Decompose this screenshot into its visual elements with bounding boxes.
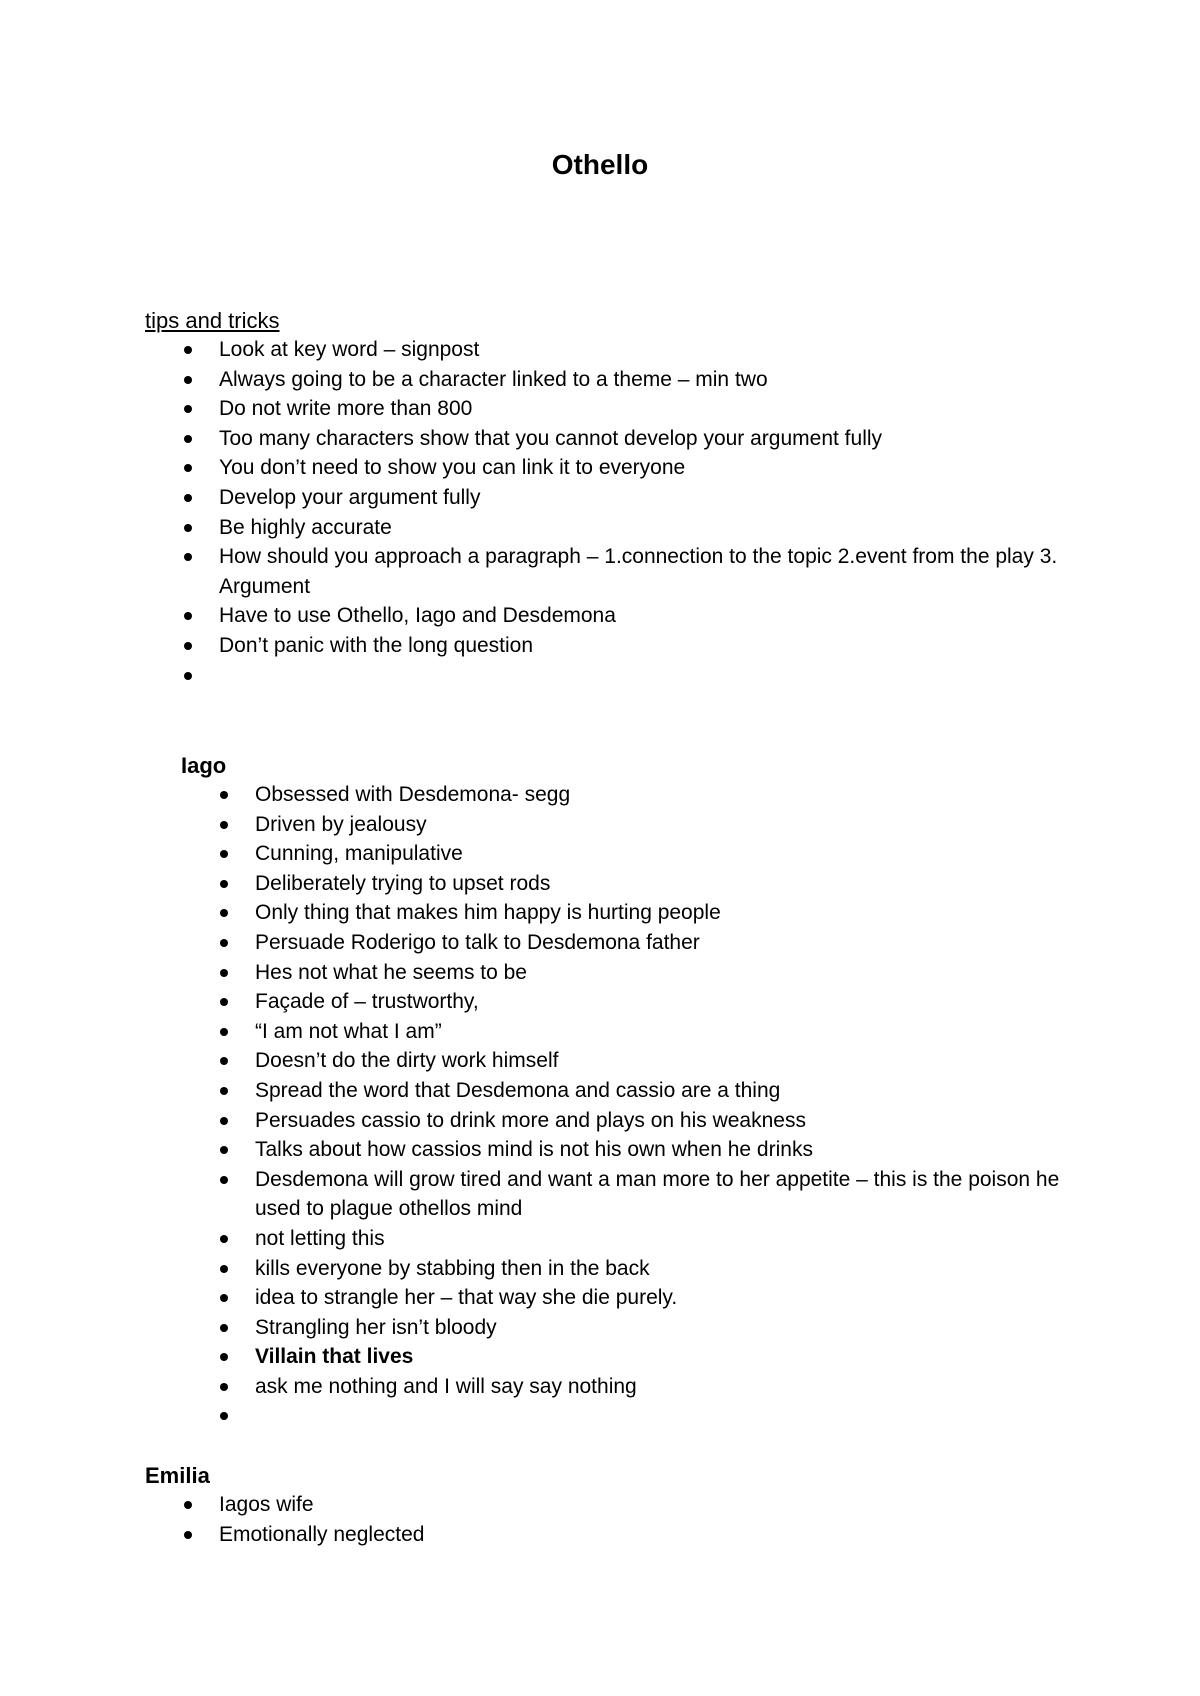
list-item: ask me nothing and I will say say nothing <box>220 1372 1080 1402</box>
list-item: Deliberately trying to upset rods <box>220 869 1080 899</box>
list-item: Talks about how cassios mind is not his own when he drinks <box>220 1135 1080 1165</box>
list-item: Villain that lives <box>220 1342 1080 1372</box>
document-title: Othello <box>551 149 649 180</box>
list-item: Look at key word – signpost <box>184 335 1084 365</box>
list-item: kills everyone by stabbing then in the back <box>220 1254 1080 1284</box>
list-item <box>184 661 1084 691</box>
list-item: Develop your argument fully <box>184 483 1084 513</box>
list-item: not letting this <box>220 1224 1080 1254</box>
list-item: Obsessed with Desdemona- segg <box>220 780 1080 810</box>
list-item: Don’t panic with the long question <box>184 631 1084 661</box>
tips-list <box>184 335 1084 690</box>
emilia-list <box>184 1490 1084 1549</box>
list-item <box>220 1401 1080 1431</box>
list-item: Have to use Othello, Iago and Desdemona <box>184 601 1084 631</box>
list-item: “I am not what I am” <box>220 1017 1080 1047</box>
iago-heading: Iago <box>181 753 227 778</box>
list-item: Desdemona will grow tired and want a man more to her appetite – this is the poison he used to plague othellos mind <box>220 1165 1080 1224</box>
list-item: Emotionally neglected <box>184 1520 1084 1550</box>
list-item: You don’t need to show you can link it to everyone <box>184 453 1084 483</box>
list-item: Driven by jealousy <box>220 810 1080 840</box>
list-item: How should you approach a paragraph – 1.connection to the topic 2.event from the play 3. Argument <box>184 542 1084 601</box>
list-item: Be highly accurate <box>184 513 1084 543</box>
list-item: Persuade Roderigo to talk to Desdemona father <box>220 928 1080 958</box>
list-item: Only thing that makes him happy is hurting people <box>220 898 1080 928</box>
list-item: Always going to be a character linked to a theme – min two <box>184 365 1084 395</box>
list-item: Do not write more than 800 <box>184 394 1084 424</box>
list-item: Iagos wife <box>184 1490 1084 1520</box>
iago-list <box>220 780 1080 1431</box>
list-item: Persuades cassio to drink more and plays on his weakness <box>220 1106 1080 1136</box>
list-item: Spread the word that Desdemona and cassio are a thing <box>220 1076 1080 1106</box>
list-item: idea to strangle her – that way she die purely. <box>220 1283 1080 1313</box>
list-item: Strangling her isn’t bloody <box>220 1313 1080 1343</box>
list-item: Doesn’t do the dirty work himself <box>220 1046 1080 1076</box>
list-item: Too many characters show that you cannot develop your argument fully <box>184 424 1084 454</box>
list-item: Hes not what he seems to be <box>220 958 1080 988</box>
tips-heading: tips and tricks <box>145 308 280 333</box>
list-item: Cunning, manipulative <box>220 839 1080 869</box>
list-item: Façade of – trustworthy, <box>220 987 1080 1017</box>
emilia-heading: Emilia <box>145 1463 210 1488</box>
